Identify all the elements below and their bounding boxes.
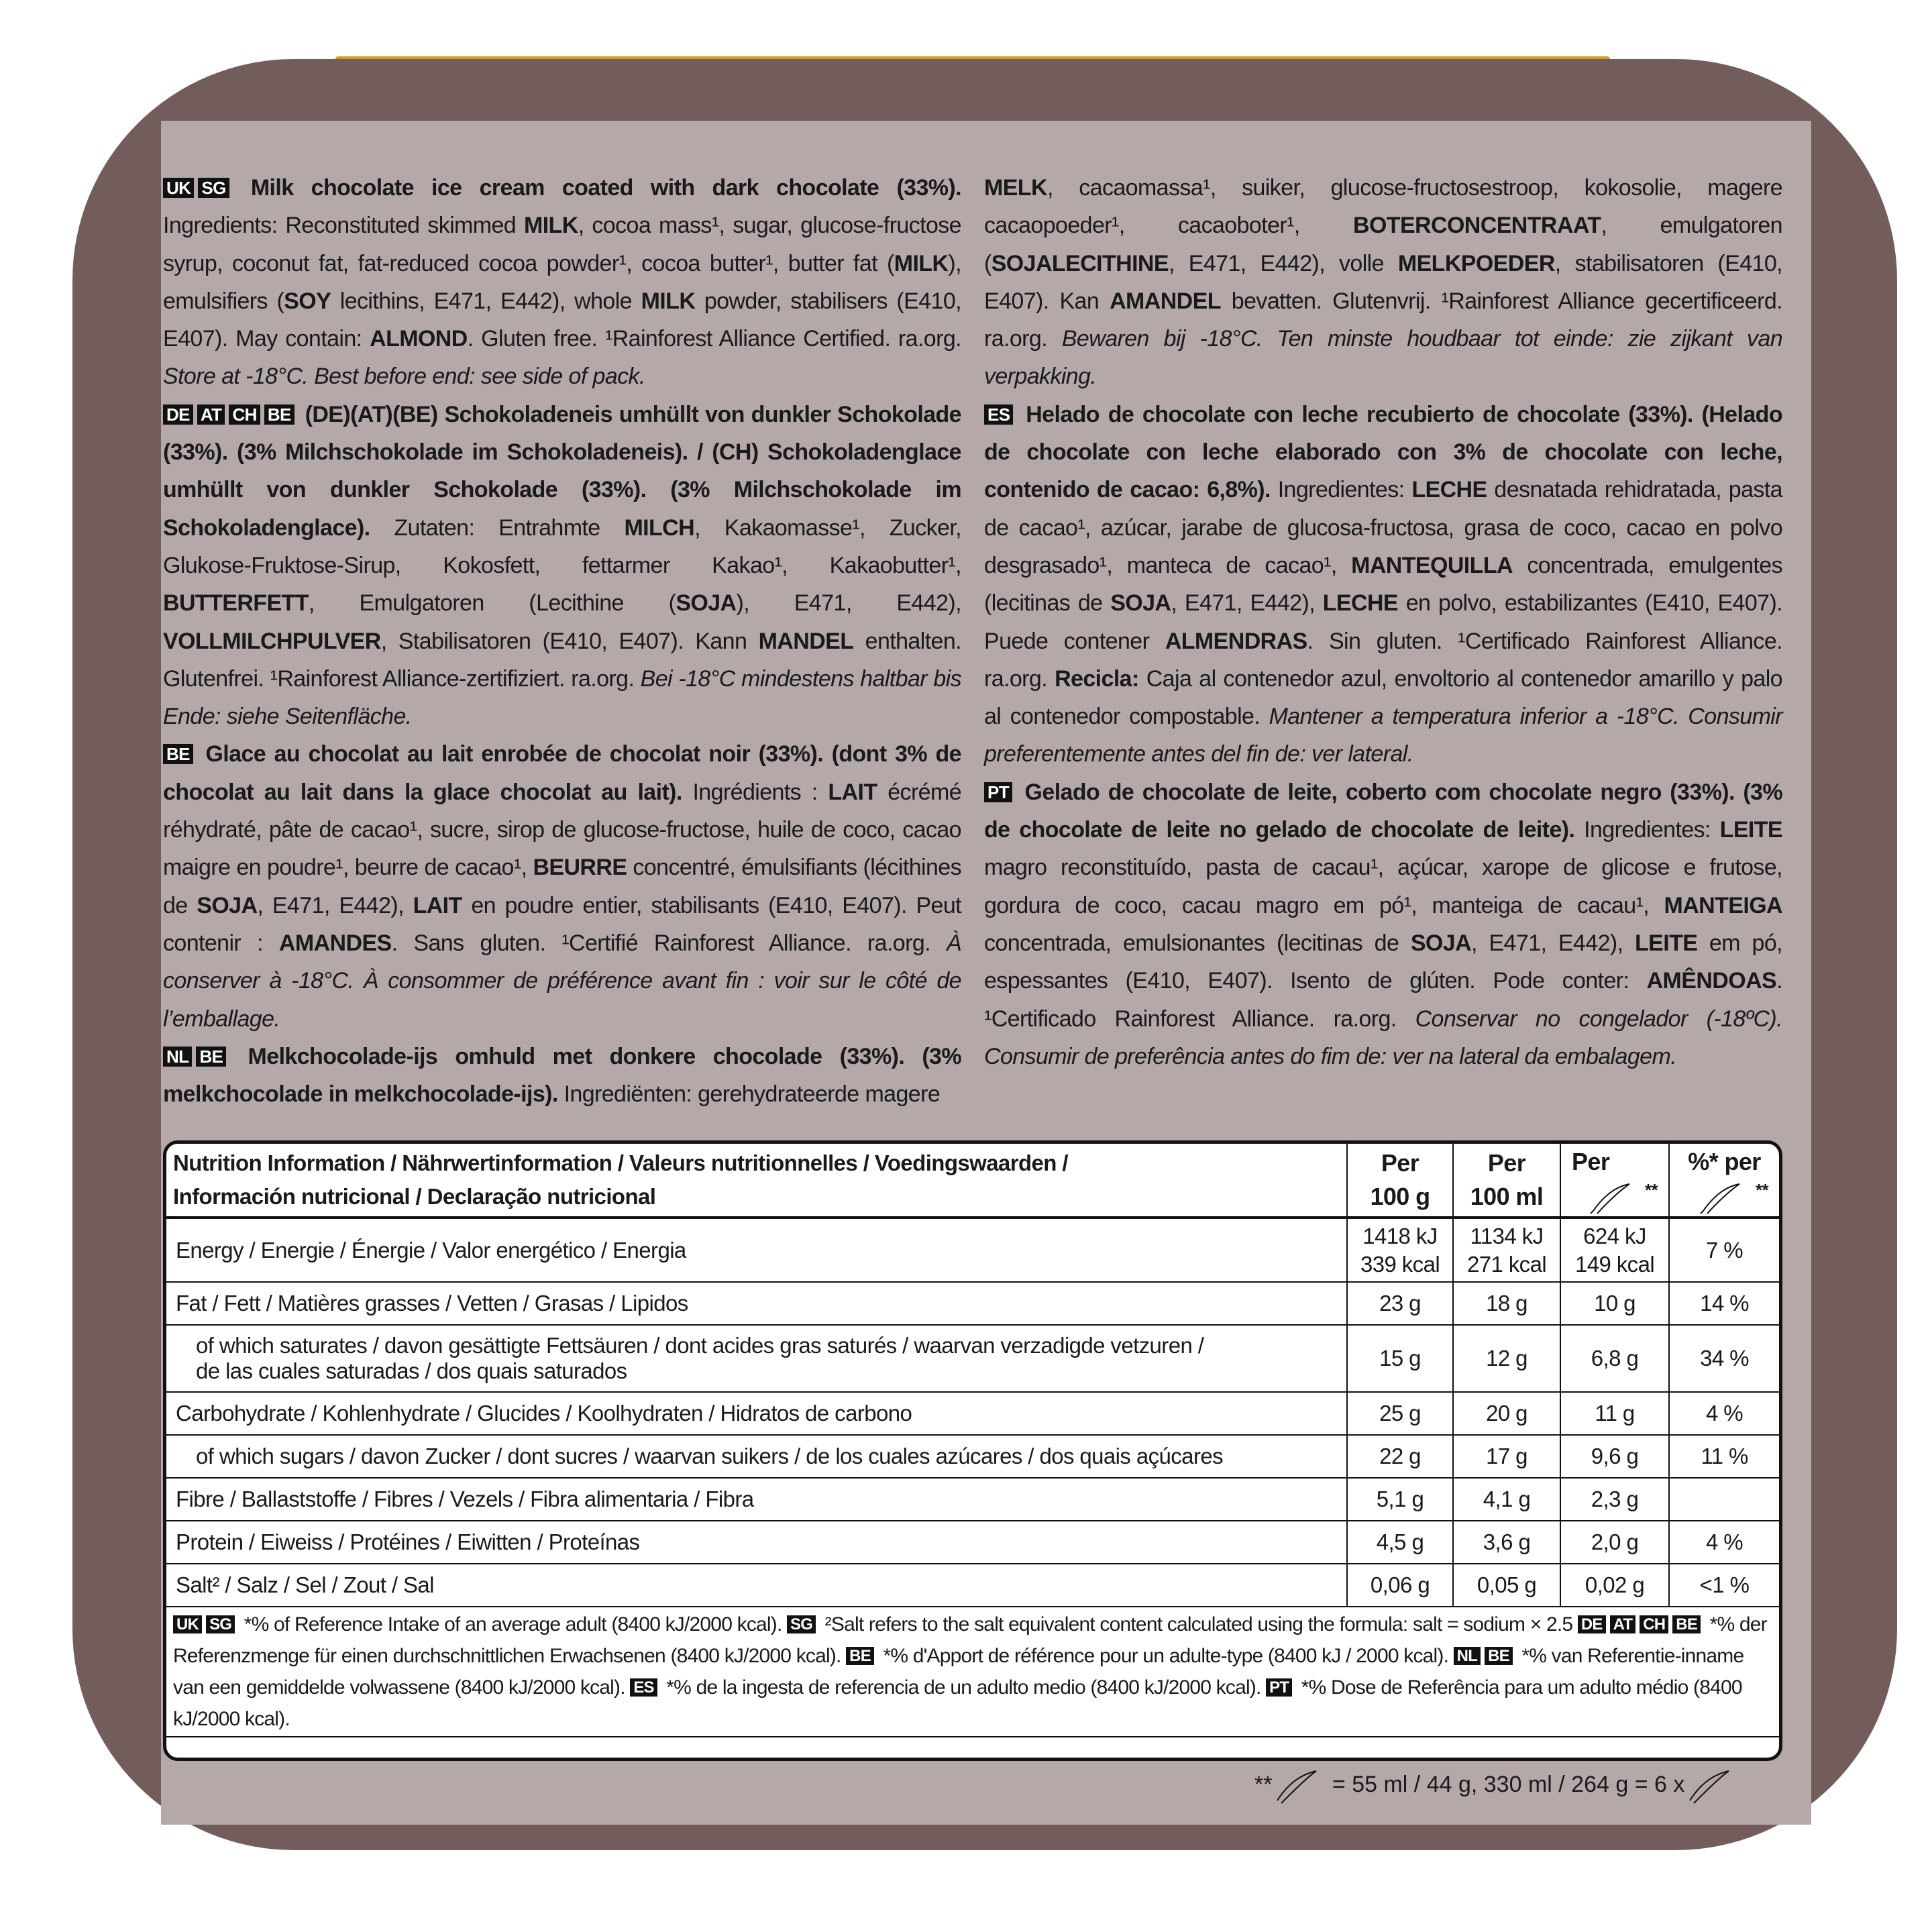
allergen: AMÊNDOAS bbox=[1646, 968, 1777, 994]
nutrition-title-line: Información nutricional / Declaração nutricional bbox=[173, 1184, 656, 1209]
ingredient-text: , E471, E442), volle bbox=[1168, 250, 1398, 276]
country-tag: NL bbox=[1454, 1647, 1481, 1665]
nutrient-value: 1418 kJ bbox=[1362, 1223, 1438, 1248]
value-per-100g bbox=[1347, 1564, 1453, 1607]
ingredient-text: enthalten. Glutenfrei. ¹Rainforest Alliance-zertifiziert. ra.org. bbox=[163, 628, 962, 692]
value-per-100ml bbox=[1453, 1478, 1560, 1521]
ingredients-nl-continued bbox=[984, 169, 1782, 396]
country-tag: BE bbox=[1485, 1647, 1513, 1665]
allergen: MILK bbox=[523, 213, 578, 239]
ingredient-text: . ¹Certificado Rainforest Alliance. ra.org. bbox=[984, 968, 1782, 1032]
country-tag: ES bbox=[630, 1678, 657, 1697]
column-header-per-portion bbox=[1560, 1144, 1669, 1218]
allergen: LECHE bbox=[1411, 477, 1487, 503]
nutrient-value: 6,8 g bbox=[1591, 1346, 1639, 1371]
nutrient-label-text: Fibre / Ballaststoffe / Fibres / Vezels / Fibra alimentaria / Fibra bbox=[176, 1487, 754, 1511]
country-tag: SG bbox=[198, 178, 229, 198]
value-per-portion bbox=[1560, 1478, 1669, 1521]
ingredient-text: bevatten. Glutenvrij. ¹Rainforest Alliance gecertificeerd. ra.org. bbox=[984, 288, 1782, 352]
allergen: AMANDEL bbox=[1110, 288, 1221, 314]
nutrition-row-sugars bbox=[166, 1435, 1779, 1478]
ingredients-column-right bbox=[984, 169, 1782, 1075]
value-per-portion bbox=[1560, 1435, 1669, 1478]
nutrient-value: 9,6 g bbox=[1591, 1444, 1639, 1468]
column-header-text: 100 ml bbox=[1470, 1183, 1544, 1210]
allergen: ALMENDRAS bbox=[1165, 628, 1307, 654]
value-per-portion bbox=[1560, 1282, 1669, 1325]
footnote-mark: ** bbox=[1644, 1180, 1658, 1200]
allergen: SOJA bbox=[197, 892, 258, 918]
column-header-per-100g bbox=[1347, 1144, 1453, 1218]
nutrient-value: 0,02 g bbox=[1585, 1572, 1645, 1597]
nutrition-title-line: Nutrition Information / Nährwertinformation / Valeurs nutritionnelles / Voedingswaarden / bbox=[173, 1150, 1068, 1175]
value-per-100g bbox=[1347, 1521, 1453, 1564]
ingredient-text: lecithins, E471, E442), whole bbox=[331, 288, 641, 314]
nutrient-value: 23 g bbox=[1379, 1291, 1421, 1316]
storage-instructions: À conserver à -18°C. À consommer de préférence avant fin : voir sur le côté de l’emballage. bbox=[163, 930, 961, 1032]
nutrient-value: 0,05 g bbox=[1477, 1572, 1537, 1597]
storage-instructions: Bei -18°C mindestens haltbar bis Ende: siehe Seitenfläche. bbox=[163, 665, 962, 730]
ingredient-text: , E471, E442), bbox=[1171, 590, 1323, 616]
ingredient-text: . Gluten free. ¹Rainforest Alliance Certified. ra.org. bbox=[467, 326, 961, 352]
ingredient-text: Ingredientes: bbox=[1574, 817, 1720, 843]
ingredients-column-left bbox=[163, 169, 961, 1113]
column-header-per-100ml bbox=[1453, 1144, 1560, 1218]
value-per-100ml bbox=[1453, 1392, 1560, 1435]
ingredient-text: powder, stabilisers (E410, E407). May contain: bbox=[163, 288, 961, 352]
footnote-text: *% d'Apport de référence pour un adulte-type (8400 kJ / 2000 kcal). bbox=[883, 1645, 1449, 1667]
ingredient-text: desnatada rehidratada, pasta de cacao¹, azúcar, jarabe de glucosa-fructosa, grasa de coco, cacao en polvo desgrasado¹, manteca de cacao¹, bbox=[984, 477, 1782, 578]
ingredients-be bbox=[163, 735, 961, 1037]
column-header-text: 100 g bbox=[1370, 1183, 1430, 1210]
country-tag: CH bbox=[229, 405, 260, 425]
nutrition-row-saturates bbox=[166, 1325, 1779, 1392]
ice-cream-stick-icon bbox=[1698, 1179, 1752, 1215]
allergen: BEURRE bbox=[533, 855, 627, 881]
ingredient-text: , Stabilisatoren (E410, E407). Kann bbox=[380, 628, 759, 654]
value-reference-intake: 7 % bbox=[1669, 1218, 1779, 1282]
product-title: Milk chocolate ice cream coated with dark chocolate (33%). bbox=[250, 175, 961, 201]
allergen: MANDEL bbox=[758, 628, 854, 654]
allergen: LEITE bbox=[1719, 817, 1782, 843]
ingredient-text: , Kakaomasse¹, Zucker, Glukose-Fruktose-Sirup, Kokosfett, fettarmer Kakao¹, Kakaobutter¹, bbox=[163, 515, 962, 578]
country-tag: DE bbox=[163, 405, 193, 425]
recycle-label: Recicla: bbox=[1055, 665, 1139, 692]
allergen: BOTERCONCENTRAAT bbox=[1353, 213, 1601, 239]
allergen: SOJA bbox=[676, 590, 737, 616]
nutrient-label-text: of which saturates / davon gesättigte Fettsäuren / dont acides gras saturés / waarvan verzadigde vetzuren / bbox=[196, 1333, 1204, 1358]
nutrient-value: 2,3 g bbox=[1591, 1487, 1639, 1511]
ingredient-text: . Sans gluten. ¹Certifié Rainforest Alliance. ra.org. bbox=[391, 930, 947, 956]
nutrient-label-text: Salt² / Salz / Sel / Zout / Sal bbox=[176, 1572, 434, 1597]
storage-instructions: Store at -18°C. Best before end: see side of pack. bbox=[163, 364, 645, 390]
product-title: Glace au chocolat au lait enrobée de chocolat noir (33%). (dont 3% de chocolat au lait dans la glace chocolat au lait). bbox=[163, 741, 961, 805]
allergen: BUTTERFETT bbox=[163, 590, 309, 616]
country-tag: PT bbox=[984, 782, 1012, 802]
nutrient-label-text: de las cuales saturadas / dos quais saturados bbox=[196, 1358, 627, 1383]
allergen: VOLLMILCHPULVER bbox=[163, 628, 381, 654]
column-header-text: %* per bbox=[1688, 1148, 1761, 1175]
ice-cream-stick-icon bbox=[1684, 1766, 1738, 1806]
allergen: SOJALECITHINE bbox=[991, 250, 1169, 276]
value-reference-intake: 4 % bbox=[1669, 1392, 1779, 1435]
column-header-ri bbox=[1669, 1144, 1779, 1218]
country-tag: SG bbox=[206, 1615, 235, 1633]
value-reference-intake bbox=[1669, 1478, 1779, 1521]
allergen: SOY bbox=[284, 288, 331, 314]
footnote-text: *% van Referentie-inname van een gemiddelde volwassene (8400 kJ/2000 kcal). bbox=[173, 1645, 1744, 1699]
country-tag: DE bbox=[1578, 1615, 1606, 1633]
portion-size-note bbox=[1254, 1764, 1738, 1806]
ingredient-text: , Emulgatoren (Lecithine ( bbox=[308, 590, 676, 616]
nutrient-value: 1134 kJ bbox=[1470, 1223, 1544, 1248]
allergen: SOJA bbox=[1410, 930, 1472, 956]
product-title: Melkchocolade-ijs omhuld met donkere chocolade (33%). (3% melkchocolade in melkchocolade-ijs). bbox=[163, 1043, 961, 1108]
ingredient-text: en polvo, estabilizantes (E410, E407). Puede contener bbox=[984, 590, 1783, 654]
allergen: AMANDES bbox=[278, 930, 392, 956]
ingredient-text: concentrada, emulgentes (lecitinas de bbox=[984, 552, 1782, 616]
value-reference-intake: 34 % bbox=[1669, 1325, 1779, 1392]
country-tag: SG bbox=[787, 1615, 816, 1633]
country-tag: BE bbox=[196, 1046, 226, 1067]
nutrient-value: 4,1 g bbox=[1483, 1487, 1531, 1511]
value-reference-intake: 14 % bbox=[1669, 1282, 1779, 1325]
value-per-portion bbox=[1560, 1218, 1669, 1282]
nutrient-label bbox=[166, 1218, 1347, 1282]
allergen: LECHE bbox=[1322, 590, 1398, 616]
value-reference-intake: 4 % bbox=[1669, 1521, 1779, 1564]
nutrient-label-text: Protein / Eiweiss / Protéines / Eiwitten / Proteínas bbox=[176, 1529, 640, 1554]
value-reference-intake: 11 % bbox=[1669, 1435, 1779, 1478]
nutrient-value: 339 kcal bbox=[1360, 1251, 1440, 1277]
ingredient-text: Ingrediënten: gerehydrateerde magere bbox=[557, 1081, 941, 1108]
nutrient-value: 5,1 g bbox=[1376, 1487, 1424, 1511]
allergen: MANTEQUILLA bbox=[1351, 552, 1513, 578]
ice-cream-stick-icon bbox=[1588, 1179, 1642, 1215]
ingredient-text: , E471, E442), bbox=[257, 892, 413, 918]
nutrient-value: 11 g bbox=[1595, 1401, 1635, 1426]
country-tag: UK bbox=[163, 178, 194, 198]
country-tag: PT bbox=[1266, 1678, 1292, 1697]
value-per-100g bbox=[1347, 1282, 1453, 1325]
value-per-portion bbox=[1560, 1521, 1669, 1564]
value-per-100ml bbox=[1453, 1564, 1560, 1607]
ingredient-text: concentrada, emulsionantes (lecitinas de bbox=[984, 930, 1411, 956]
country-tag: BE bbox=[1672, 1615, 1701, 1633]
value-per-100g bbox=[1347, 1478, 1453, 1521]
nutrition-header-row bbox=[166, 1144, 1779, 1218]
nutrition-row-protein bbox=[166, 1521, 1779, 1564]
ice-cream-stick-icon bbox=[1272, 1766, 1326, 1806]
storage-instructions: Bewaren bij -18°C. Ten minste houdbaar tot einde: zie zijkant van verpakking. bbox=[984, 326, 1782, 390]
nutrient-value: 4,5 g bbox=[1376, 1529, 1424, 1554]
nutrition-footnote bbox=[166, 1607, 1779, 1737]
country-tag: AT bbox=[197, 405, 225, 425]
ingredient-text: , cacaomassa¹, suiker, glucose-fructosestroop, kokosolie, magere cacaopoeder¹, cacaoboter¹, bbox=[984, 175, 1782, 239]
value-per-portion bbox=[1560, 1325, 1669, 1392]
country-tag: BE bbox=[264, 405, 294, 425]
ingredient-text: magro reconstituído, pasta de cacau¹, açúcar, xarope de glicose e frutose, gordura de coco, cacau magro em pó¹, manteiga de cacau¹, bbox=[984, 855, 1782, 918]
product-title: Helado de chocolate con leche recubierto de chocolate (33%). (Helado de chocolate con leche elaborado con 3% de chocolate con leche, contenido de cacao: 6,8%). bbox=[984, 401, 1782, 503]
ingredient-text: concentré, émulsifiants (lécithines de bbox=[163, 855, 961, 918]
ingredient-text: em pó, espessantes (E410, E407). Isento de glúten. Pode conter: bbox=[984, 930, 1782, 994]
allergen: SOJA bbox=[1110, 590, 1171, 616]
footnote-text: ²Salt refers to the salt equivalent content calculated using the formula: salt = sodium × 2.5 bbox=[824, 1613, 1573, 1635]
value-per-portion bbox=[1560, 1564, 1669, 1607]
ingredient-text: , stabilisatoren (E410, E407). Kan bbox=[984, 250, 1782, 314]
allergen: MANTEIGA bbox=[1664, 892, 1782, 918]
allergen: MILCH bbox=[624, 515, 695, 541]
nutrition-grid bbox=[166, 1144, 1779, 1737]
allergen: MILK bbox=[641, 288, 696, 314]
nutrient-label bbox=[166, 1282, 1347, 1325]
nutrient-label bbox=[166, 1392, 1347, 1435]
country-tag: NL bbox=[163, 1046, 192, 1067]
nutrient-label-text: Energy / Energie / Énergie / Valor energético / Energia bbox=[176, 1237, 686, 1263]
nutrient-value: 20 g bbox=[1486, 1401, 1527, 1426]
nutrient-label-text: Fat / Fett / Matières grasses / Vetten / Grasas / Lipidos bbox=[176, 1291, 688, 1316]
value-per-100g bbox=[1347, 1392, 1453, 1435]
nutrient-label-text: Carbohydrate / Kohlenhydrate / Glucides / Koolhydraten / Hidratos de carbono bbox=[176, 1401, 912, 1426]
ingredient-text: ), emulsifiers ( bbox=[163, 250, 961, 314]
nutrition-title bbox=[166, 1144, 1347, 1218]
value-per-100ml bbox=[1453, 1218, 1560, 1282]
column-header-text: Per bbox=[1487, 1149, 1526, 1177]
country-tag: BE bbox=[163, 744, 193, 764]
nutrient-label bbox=[166, 1435, 1347, 1478]
country-tag: BE bbox=[846, 1647, 874, 1665]
nutrient-value: 624 kJ bbox=[1583, 1223, 1646, 1248]
footnote-text: *% of Reference Intake of an average adult (8400 kJ/2000 kcal). bbox=[244, 1613, 782, 1635]
value-per-100ml bbox=[1453, 1435, 1560, 1478]
nutrient-label bbox=[166, 1325, 1347, 1392]
column-header-text: Per bbox=[1572, 1148, 1610, 1175]
ingredient-text: Ingredientes: bbox=[1270, 477, 1412, 503]
country-tag: AT bbox=[1610, 1615, 1636, 1633]
nutrient-label bbox=[166, 1521, 1347, 1564]
value-reference-intake: <1 % bbox=[1669, 1564, 1779, 1607]
nutrition-row-salt bbox=[166, 1564, 1779, 1607]
ingredient-text: , cocoa mass¹, sugar, glucose-fructose syrup, coconut fat, fat-reduced cocoa powder¹, cocoa butter¹, butter fat ( bbox=[163, 213, 961, 276]
footnote-text: *% Dose de Referência para um adulto médio (8400 kJ/2000 kcal). bbox=[173, 1676, 1742, 1730]
value-per-portion bbox=[1560, 1392, 1669, 1435]
ingredient-text: écrémé réhydraté, pâte de cacao¹, sucre, sirop de glucose-fructose, huile de coco, cacao maigre en poudre¹, beurre de cacao¹, bbox=[163, 779, 962, 881]
value-per-100g bbox=[1347, 1435, 1453, 1478]
portion-mark bbox=[1676, 1179, 1772, 1215]
nutrition-row-fibre bbox=[166, 1478, 1779, 1521]
portion-size-text: = 55 ml / 44 g, 330 ml / 264 g = 6 x bbox=[1332, 1772, 1685, 1797]
allergen: LAIT bbox=[413, 892, 462, 918]
value-per-100ml bbox=[1453, 1521, 1560, 1564]
ingredient-text: , emulgatoren ( bbox=[984, 213, 1782, 276]
nutrient-value: 17 g bbox=[1486, 1444, 1527, 1468]
storage-instructions: Mantener a temperatura inferior a -18°C. Consumir preferentemente antes del fin de: ver lateral. bbox=[984, 704, 1782, 767]
ingredient-text: , E471, E442), bbox=[1471, 930, 1635, 956]
product-title: Gelado de chocolate de leite, coberto com chocolate negro (33%). (3% de chocolate de leite no gelado de chocolate de leite). bbox=[984, 779, 1782, 843]
nutrition-row-carbohydrate bbox=[166, 1392, 1779, 1435]
nutrient-value: 12 g bbox=[1486, 1346, 1527, 1371]
nutrition-footnote-row bbox=[166, 1607, 1779, 1737]
nutrient-value: 3,6 g bbox=[1483, 1529, 1531, 1554]
ingredient-text: Ingrédients : bbox=[682, 779, 828, 805]
ingredient-text: Ingredients: Reconstituted skimmed bbox=[163, 213, 524, 239]
nutrient-value: 2,0 g bbox=[1591, 1529, 1639, 1554]
ingredients-uk bbox=[163, 169, 961, 396]
allergen: MELKPOEDER bbox=[1397, 250, 1555, 276]
allergen: LAIT bbox=[828, 779, 877, 805]
ingredient-text: ), E471, E442), bbox=[736, 590, 961, 616]
value-per-100g bbox=[1347, 1325, 1453, 1392]
nutrient-label bbox=[166, 1478, 1347, 1521]
ingredient-text: en poudre entier, stabilisants (E410, E407). Peut contenir : bbox=[163, 892, 962, 956]
value-per-100g bbox=[1347, 1218, 1453, 1282]
nutrient-label bbox=[166, 1564, 1347, 1607]
portion-mark bbox=[1568, 1179, 1662, 1215]
footnote-mark: ** bbox=[1254, 1772, 1273, 1797]
footnote-mark: ** bbox=[1755, 1180, 1768, 1200]
ingredients-de bbox=[163, 396, 961, 736]
ingredients-nl bbox=[163, 1038, 961, 1114]
nutrient-value: 25 g bbox=[1379, 1401, 1421, 1426]
nutrient-value: 22 g bbox=[1379, 1444, 1421, 1468]
nutrient-value: 0,06 g bbox=[1370, 1572, 1430, 1597]
ingredients-pt bbox=[984, 773, 1782, 1075]
value-per-100ml bbox=[1453, 1282, 1560, 1325]
allergen: MILK bbox=[894, 250, 949, 276]
nutrient-value: 271 kcal bbox=[1466, 1251, 1547, 1277]
nutrient-label-text: of which sugars / davon Zucker / dont sucres / waarvan suikers / de los cuales azúcares / dos quais açúcares bbox=[196, 1444, 1223, 1468]
storage-instructions: Conservar no congelador (-18ºC). Consumir de preferência antes do fim de: ver na lateral da embalagem. bbox=[984, 1006, 1782, 1069]
footnote-text: *% der Referenzmenge für einen durchschnittlichen Erwachsenen (8400 kJ/2000 kcal). bbox=[173, 1613, 1767, 1667]
nutrition-table bbox=[163, 1140, 1782, 1761]
allergen: MELK bbox=[984, 175, 1047, 201]
ingredients-es bbox=[984, 396, 1782, 773]
footnote-text: *% de la ingesta de referencia de un adulto medio (8400 kJ/2000 kcal). bbox=[666, 1676, 1261, 1699]
nutrition-row-energy bbox=[166, 1218, 1779, 1282]
allergen: ALMOND bbox=[370, 326, 468, 352]
product-title: (DE)(AT)(BE) Schokoladeneis umhüllt von dunkler Schokolade (33%). (3% Milchschokolade im Schokoladeneis). / (CH) Schokoladenglace umhüllt von dunkler Schokolade (33%). (3% Milchschokolade im Schokoladenglace). bbox=[163, 401, 961, 541]
country-tag: UK bbox=[173, 1615, 202, 1633]
country-tag: CH bbox=[1640, 1615, 1668, 1633]
nutrient-value: 149 kcal bbox=[1574, 1251, 1655, 1277]
country-tag: ES bbox=[984, 405, 1013, 425]
ingredient-text: . Sin gluten. ¹Certificado Rainforest Alliance. ra.org. bbox=[984, 628, 1782, 692]
nutrient-value: 18 g bbox=[1486, 1291, 1527, 1316]
column-header-text: Per bbox=[1381, 1149, 1419, 1177]
nutrition-row-fat bbox=[166, 1282, 1779, 1325]
nutrient-value: 10 g bbox=[1594, 1291, 1635, 1316]
ingredient-text: Zutaten: Entrahmte bbox=[370, 515, 625, 541]
allergen: LEITE bbox=[1635, 930, 1698, 956]
nutrient-value: 15 g bbox=[1379, 1346, 1421, 1371]
value-per-100ml bbox=[1453, 1325, 1560, 1392]
recycle-text: Caja al contenedor azul, envoltorio al contenedor amarillo y palo al contenedor compostable. bbox=[984, 665, 1782, 730]
